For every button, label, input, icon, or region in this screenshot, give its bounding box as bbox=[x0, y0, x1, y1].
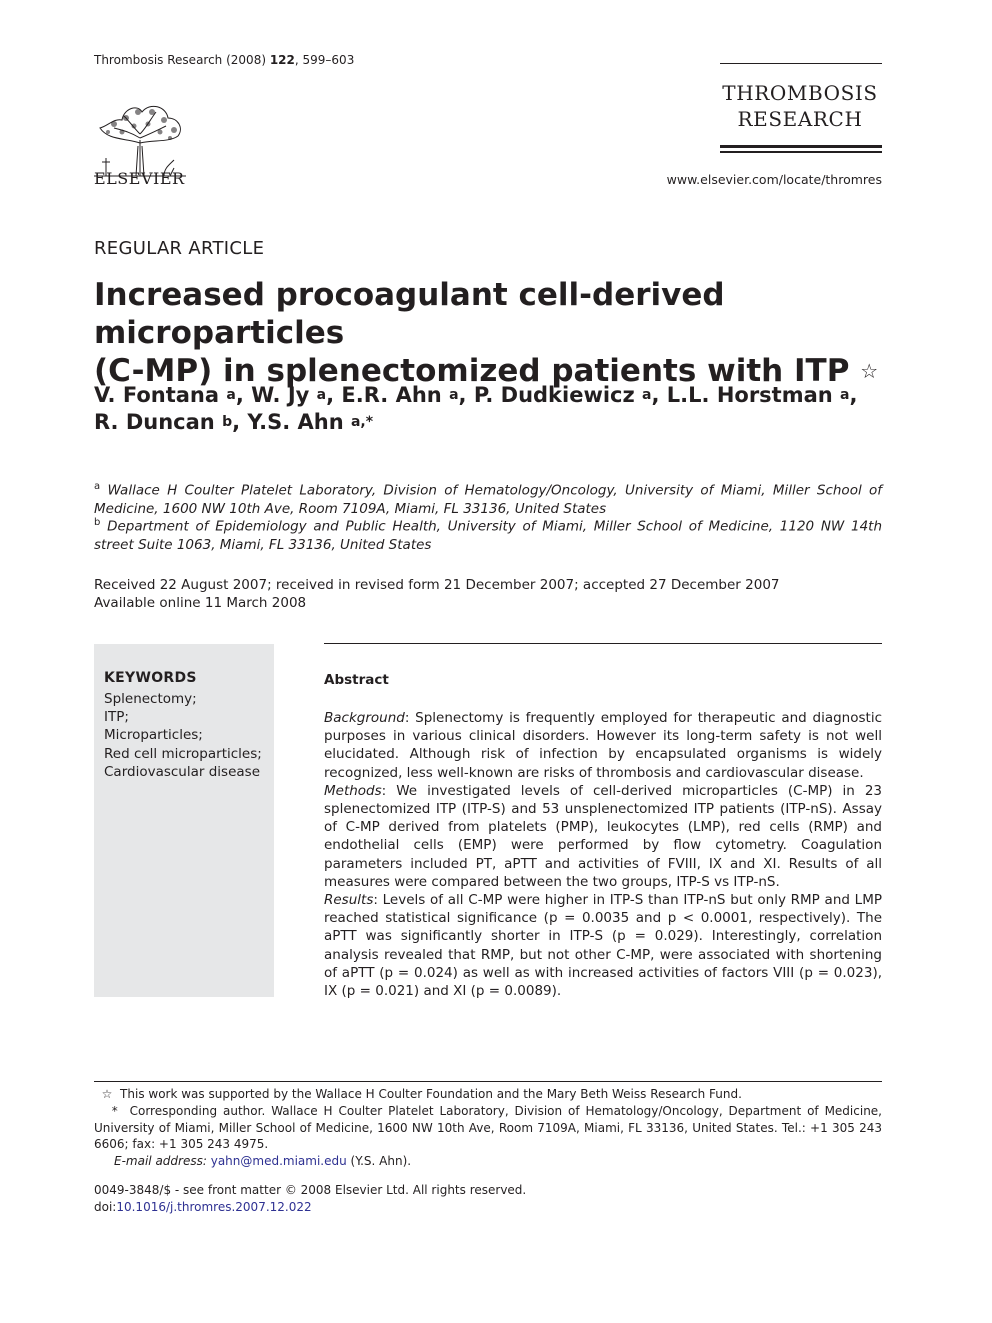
funding-footnote: ☆ This work was supported by the Wallace H Coulter Foundation and the Mary Beth Weiss Research Fund. bbox=[101, 1087, 742, 1101]
copyright-line: 0049-3848/$ - see front matter © 2008 Elsevier Ltd. All rights reserved. bbox=[94, 1183, 527, 1197]
keyword-item: Microparticles; bbox=[104, 727, 203, 744]
author[interactable]: P. Dudkiewicz $^a$ bbox=[473, 383, 652, 407]
journal-top-rule bbox=[720, 63, 882, 64]
keywords-heading: KEYWORDS bbox=[104, 670, 197, 686]
footnote-rule bbox=[94, 1081, 882, 1082]
received-dates: Received 22 August 2007; received in revised form 21 December 2007; accepted 27 December 2007 bbox=[94, 577, 780, 593]
keyword-item: Red cell microparticles; bbox=[104, 745, 262, 762]
journal-title bbox=[718, 80, 882, 132]
article-title bbox=[94, 276, 894, 390]
publisher-name: ELSEVIER bbox=[94, 169, 185, 188]
keywords-list bbox=[104, 690, 262, 781]
keyword-item: Splenectomy; bbox=[104, 691, 197, 707]
author[interactable]: R. Duncan $^b$ bbox=[94, 410, 233, 434]
author[interactable]: W. Jy $^a$ bbox=[251, 383, 327, 407]
author-line1: V. Fontana $^a$, W. Jy $^a$, E.R. Ahn $^a$, P. Dudkiewicz $^a$, L.L. Horstman $^a$, bbox=[94, 383, 858, 407]
journal-title-line2: RESEARCH bbox=[737, 107, 863, 131]
doi-link[interactable]: 10.1016/j.thromres.2007.12.022 bbox=[116, 1199, 312, 1214]
available-online: Available online 11 March 2008 bbox=[94, 595, 307, 611]
email-link[interactable]: yahn@med.miami.edu bbox=[210, 1154, 347, 1168]
abstract-rule bbox=[324, 643, 882, 644]
journal-ref-pages: , 599–603 bbox=[294, 53, 355, 67]
journal-ref-prefix: Thrombosis Research (2008) bbox=[94, 53, 270, 67]
keyword-item: ITP; bbox=[104, 709, 129, 726]
journal-url[interactable]: www.elsevier.com/locate/thromres bbox=[666, 172, 882, 187]
journal-title-line1: THROMBOSIS bbox=[722, 81, 878, 105]
affiliation-b: $^b$ Department of Epidemiology and Public Health, University of Miami, Miller School of Medicine, 1120 NW 14th street Suite 1063, Miami, FL 33136, United States bbox=[94, 517, 883, 553]
title-line2: (C-MP) in splenectomized patients with ITP ☆ bbox=[94, 353, 879, 389]
article-dates bbox=[94, 576, 780, 612]
title-star-mark[interactable]: ☆ bbox=[860, 359, 879, 383]
title-line1: Increased procoagulant cell-derived microparticles bbox=[94, 277, 725, 351]
journal-rule-thin bbox=[720, 151, 882, 153]
doi-line: doi:10.1016/j.thromres.2007.12.022 bbox=[94, 1199, 312, 1214]
corresponding-footnote: * Corresponding author. Wallace H Coulter Platelet Laboratory, Division of Hematology/Oncology, Department of Medicine, University of Miami, Miller School of Medicine, 1600 NW 10th Ave, Room 7109A, Miami, FL 33136, United States. Tel.: +1 305 243 6606; fax: +1 305 243 4975. bbox=[94, 1104, 882, 1151]
author[interactable]: E.R. Ahn $^a$ bbox=[341, 383, 459, 407]
author-line2: R. Duncan $^b$, Y.S. Ahn $^{a,*}$ bbox=[94, 410, 374, 434]
abstract-body bbox=[324, 709, 882, 1000]
author[interactable]: L.L. Horstman $^a$ bbox=[666, 383, 850, 407]
author[interactable]: Y.S. Ahn $^{a,*}$ bbox=[247, 410, 374, 434]
abstract-methods: Methods: We investigated levels of cell-derived microparticles (C-MP) in 23 splenectomized ITP (ITP-S) and 53 unsplenectomized ITP patients (ITP-nS). Assay of C-MP derived from platelets (PMP), leukocytes (LMP), red cells (RMP) and endothelial cells (EMP) were performed by flow cytometry. Coagulation parameters included PT, aPTT and activities of FVIII, IX and XI. Results of all measures were compared between the two groups, ITP-S vs ITP-nS. bbox=[324, 782, 882, 890]
email-footnote: E-mail address: yahn@med.miami.edu (Y.S. Ahn). bbox=[114, 1154, 412, 1168]
affiliation-a: $^a$ Wallace H Coulter Platelet Laboratory, Division of Hematology/Oncology, University of Miami, Miller School of Medicine, 1600 NW 10th Ave, Room 7109A, Miami, FL 33136, United States bbox=[94, 481, 882, 517]
journal-reference bbox=[94, 53, 354, 67]
keyword-item: Cardiovascular disease bbox=[104, 763, 261, 780]
article-type: REGULAR ARTICLE bbox=[94, 238, 265, 259]
copyright-block bbox=[94, 1182, 526, 1215]
author[interactable]: V. Fontana $^a$ bbox=[94, 383, 236, 407]
abstract-background: Background: Splenectomy is frequently employed for therapeutic and diagnostic purposes in various clinical disorders. However its long-term safety is not well elucidated. Although risk of infection by encapsulated organisms is widely recognized, less well-known are risks of thrombosis and cardiovascular disease. bbox=[324, 710, 882, 781]
journal-ref-volume: 122 bbox=[269, 53, 295, 67]
author-list bbox=[94, 382, 884, 436]
abstract-heading: Abstract bbox=[324, 672, 389, 688]
abstract-results: Results: Levels of all C-MP were higher in ITP-S than ITP-nS but only RMP and LMP reached statistical significance (p = 0.0035 and p < 0.0001, respectively). The aPTT was significantly shorter in ITP-S (p = 0.029). Interestingly, correlation analysis revealed that RMP, but not other C-MP, were associated with shortening of aPTT (p = 0.024) as well as with increased activities of factors VIII (p = 0.023), IX (p = 0.021) and XI (p = 0.0089). bbox=[324, 892, 882, 1000]
journal-rule-thick bbox=[720, 145, 882, 148]
